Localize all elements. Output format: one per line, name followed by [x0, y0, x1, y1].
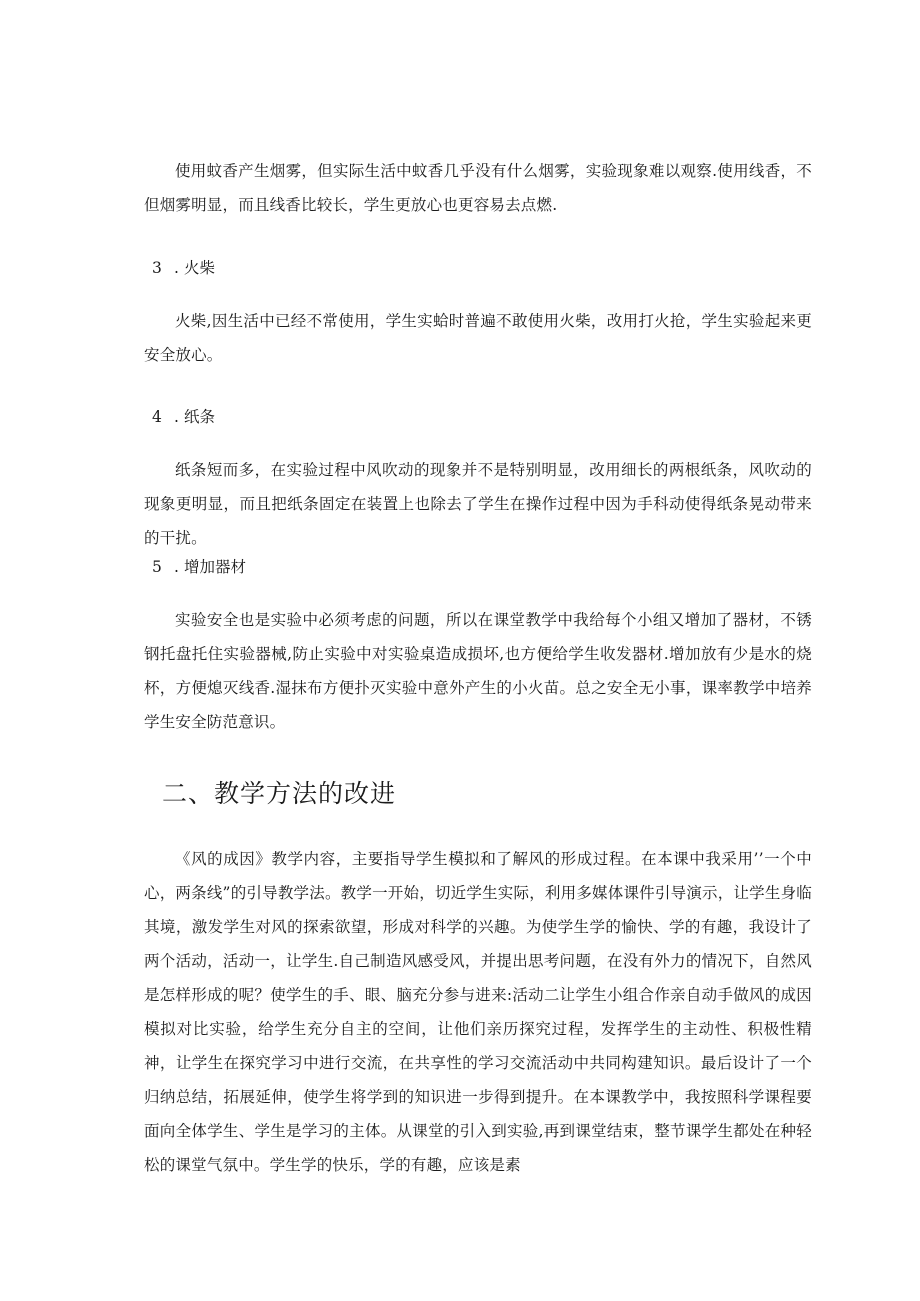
item-title: 增加器材	[184, 558, 247, 576]
paragraph-teaching-method: 《风的成因》教学内容，主要指导学生模拟和了解风的形成过程。在本课中我采用’’一个中心，两条线”的引导教学法。教学一开始，切近学生实际，利用多媒体课件引导演示，让学生身临其境，激发学生对风的探索欲望，形成对科学的兴趣。为使学生学的愉快、学的有趣，我设计了两个活动，活动一，让学生.自己制造风感受风，并提出思考问题，在没有外力的情况下，自然风是怎样形成的呢？使学生的手、眼、脑充分参与进来:活动二让学生小组合作亲自动手做风的成因模拟对比实验，给学生充分自主的空间，让他们亲历探究过程，发挥学生的主动性、积极性精神，让学生在探究学习中进行交流，在共享性的学习交流活动中共同构建知识。最后设计了一个归纳总结，拓展延伸，使学生将学到的知识进一步得到提升。在本课教学中，我按照科学课程要面向全体学生、学生是学习的主体。从课堂的引入到实验,再到课堂结束，整节课学生都处在种轻松的课堂气氛中。学生学的快乐，学的有趣，应该是素	[144, 850, 812, 1174]
item-number: 3	[152, 259, 162, 277]
item-title: 纸条	[184, 408, 216, 426]
item-heading-matches	[152, 256, 215, 280]
item-title: 火柴	[184, 259, 216, 277]
item-separator: .	[174, 259, 179, 277]
item-number: 4	[152, 408, 162, 426]
paragraph-matches: 火柴,因生活中已经不常使用，学生实蛤时普遍不敢使用火柴，改用打火抢，学生实验起来更安全放心。	[144, 312, 812, 364]
section-heading-teaching-method: 二、教学方法的改进	[162, 779, 397, 808]
item-heading-paper	[152, 405, 215, 429]
paragraph-equipment: 实验安全也是实验中必须考虑的问题，所以在课堂教学中我给每个小组又增加了器材，不锈钢托盘托住实验器械,防止实验中对实验桌造成损坏,也方便给学生收发器材.增加放有少是水的烧杯，方便熄灭线香.湿抹布方便扑灭实验中意外产生的小火苗。总之安全无小事，课率教学中培养学生安全防范意识。	[144, 611, 812, 731]
item-separator: .	[174, 558, 179, 576]
paragraph-paper: 纸条短而多，在实验过程中风吹动的现象并不是特别明显，改用细长的两根纸条，风吹动的现象更明显，而且把纸条固定在装置上也除去了学生在操作过程中因为手科动使得纸条晃动带来的干扰。	[144, 461, 812, 547]
paragraph-incense: 使用蚊香产生烟雾，但实际生活中蚊香几乎没有什么烟雾，实验现象难以观察.使用线香，不但烟雾明显，而且线香比较长，学生更放心也更容易去点燃.	[144, 162, 812, 214]
item-separator: .	[174, 408, 179, 426]
item-heading-equipment	[152, 555, 246, 579]
item-number: 5	[152, 558, 162, 576]
